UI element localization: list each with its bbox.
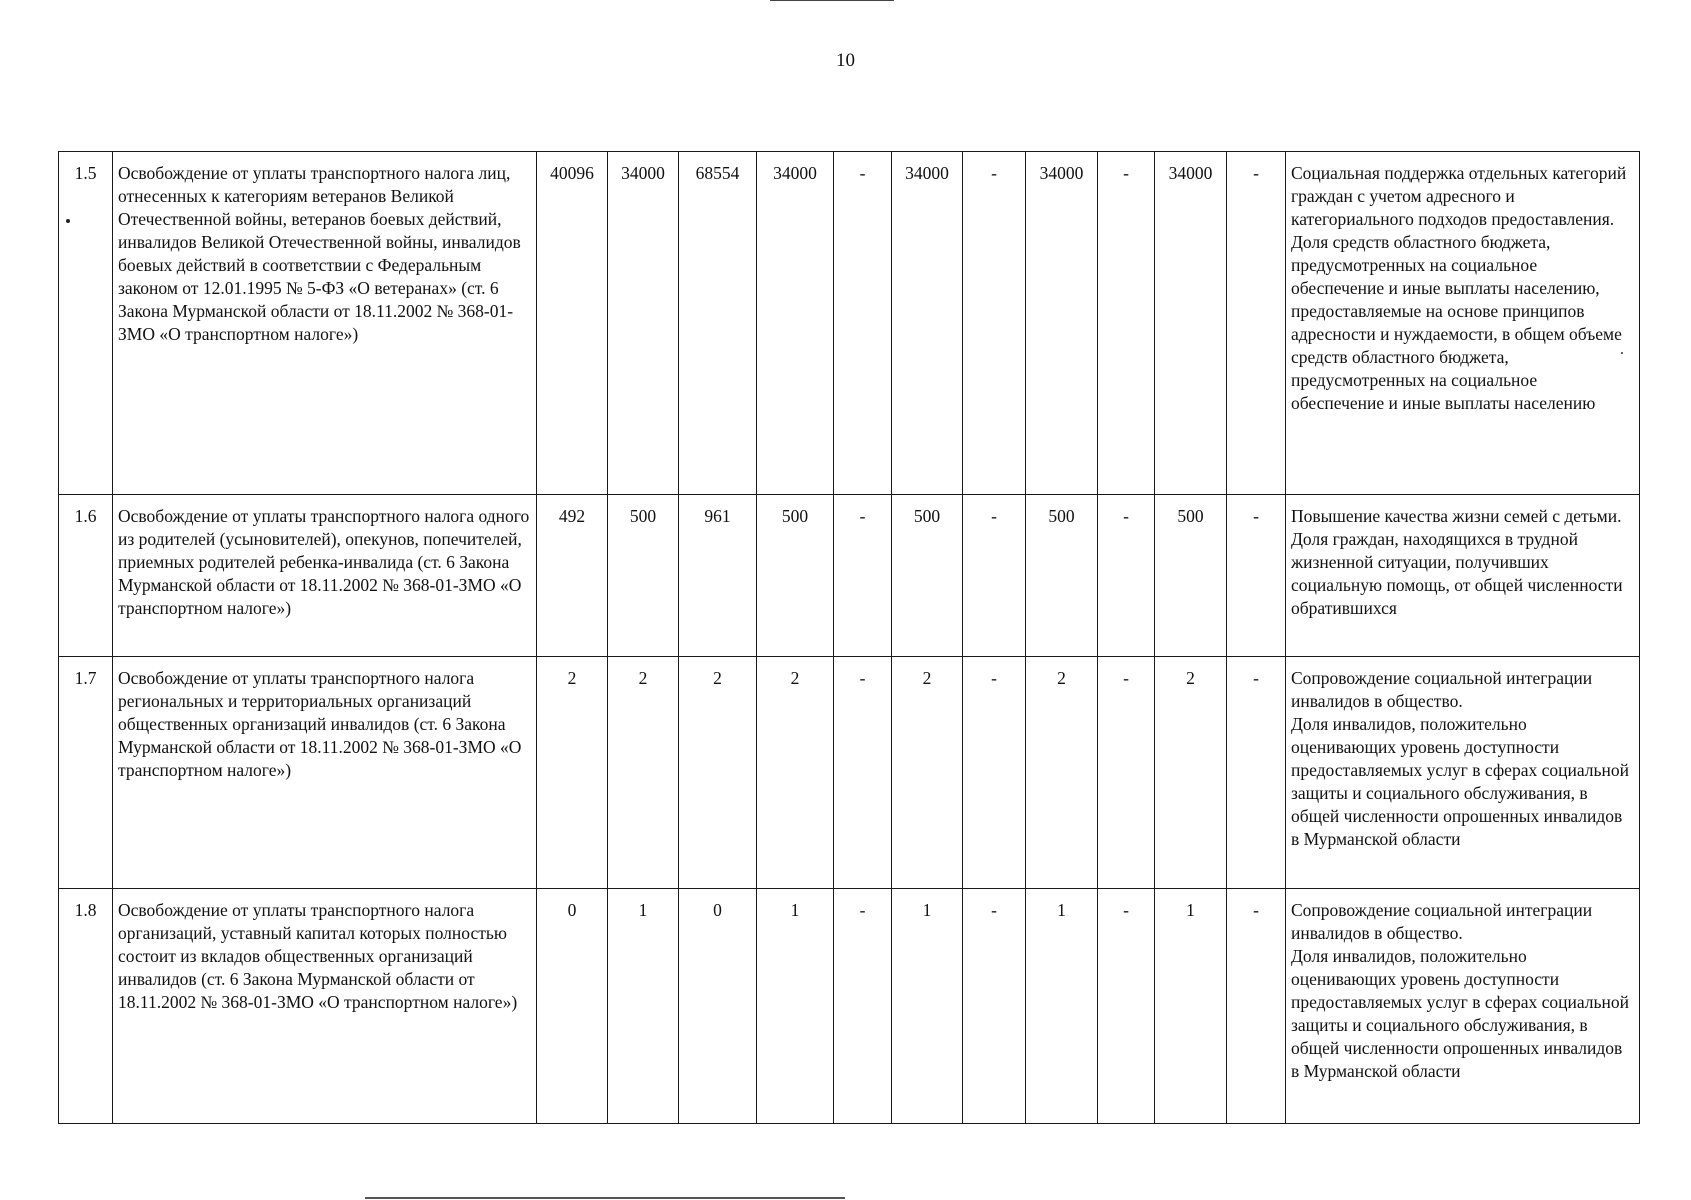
row-number: 1.7 — [59, 657, 113, 889]
scan-speck — [1621, 352, 1623, 354]
row-number: 1.5 — [59, 152, 113, 495]
value-cell: - — [834, 152, 892, 495]
row-result: Сопровождение социальной интеграции инвалидов в общество. Доля инвалидов, положительно оценивающих уровень доступности предоставляемых услуг в сферах социальной защиты и социального обслуживания, в общей численности опрошенных инвалидов в Мурманской области — [1286, 657, 1640, 889]
value-cell: 34000 — [1026, 152, 1098, 495]
row-description: Освобождение от уплаты транспортного налога одного из родителей (усыновителей), опекунов, попечителей, приемных родителей ребенка-инвалида (ст. 6 Закона Мурманской области от 18.11.2002 № 368-01-ЗМО «О транспортном налоге») — [113, 495, 537, 657]
row-description: Освобождение от уплаты транспортного налога лиц, отнесенных к категориям ветеранов Великой Отечественной войны, ветеранов боевых действий, инвалидов Великой Отечественной войны, инвалидов боевых действий в соответствии с Федеральным законом от 12.01.1995 № 5-ФЗ «О ветеранах» (ст. 6 Закона Мурманской области от 18.11.2002 № 368-01-ЗМО «О транспортном налоге») — [113, 152, 537, 495]
value-cell: - — [1098, 889, 1155, 1124]
table-row — [59, 657, 1640, 889]
value-cell: 2 — [892, 657, 963, 889]
value-cell: 500 — [892, 495, 963, 657]
value-cell: - — [1227, 152, 1286, 495]
value-cell: 1 — [1026, 889, 1098, 1124]
value-cell: - — [963, 152, 1026, 495]
value-cell: 2 — [608, 657, 679, 889]
value-cell: 40096 — [537, 152, 608, 495]
value-cell: 68554 — [679, 152, 757, 495]
value-cell: - — [1227, 495, 1286, 657]
value-cell: 1 — [892, 889, 963, 1124]
value-cell: 0 — [679, 889, 757, 1124]
value-cell: 500 — [757, 495, 834, 657]
row-result: Сопровождение социальной интеграции инвалидов в общество. Доля инвалидов, положительно оценивающих уровень доступности предоставляемых услуг в сферах социальной защиты и социального обслуживания, в общей численности опрошенных инвалидов в Мурманской области — [1286, 889, 1640, 1124]
value-cell: - — [834, 495, 892, 657]
benefits-table — [58, 151, 1640, 1124]
value-cell: 34000 — [892, 152, 963, 495]
value-cell: 1 — [608, 889, 679, 1124]
value-cell: 500 — [1155, 495, 1227, 657]
value-cell: - — [834, 657, 892, 889]
row-result: Повышение качества жизни семей с детьми. Доля граждан, находящихся в трудной жизненной ситуации, получивших социальную помощь, от общей численности обратившихся — [1286, 495, 1640, 657]
row-number: 1.8 — [59, 889, 113, 1124]
value-cell: - — [963, 657, 1026, 889]
value-cell: 34000 — [757, 152, 834, 495]
page-number: 10 — [836, 50, 855, 71]
value-cell: - — [1227, 657, 1286, 889]
table-row — [59, 889, 1640, 1124]
top-scan-mark — [770, 0, 894, 1]
value-cell: 1 — [757, 889, 834, 1124]
value-cell: 2 — [679, 657, 757, 889]
value-cell: - — [834, 889, 892, 1124]
value-cell: - — [963, 889, 1026, 1124]
value-cell: 961 — [679, 495, 757, 657]
value-cell: 500 — [1026, 495, 1098, 657]
table-row — [59, 495, 1640, 657]
bottom-scan-mark — [365, 1197, 845, 1199]
value-cell: - — [1098, 152, 1155, 495]
value-cell: 1 — [1155, 889, 1227, 1124]
value-cell: 2 — [1155, 657, 1227, 889]
value-cell: 0 — [537, 889, 608, 1124]
value-cell: - — [963, 495, 1026, 657]
value-cell: 2 — [757, 657, 834, 889]
value-cell: 34000 — [1155, 152, 1227, 495]
scan-speck — [66, 219, 70, 223]
value-cell: - — [1098, 495, 1155, 657]
value-cell: 34000 — [608, 152, 679, 495]
row-description: Освобождение от уплаты транспортного налога организаций, уставный капитал которых полностью состоит из вкладов общественных организаций инвалидов (ст. 6 Закона Мурманской области от 18.11.2002 № 368-01-ЗМО «О транспортном налоге») — [113, 889, 537, 1124]
row-description: Освобождение от уплаты транспортного налога региональных и территориальных организаций общественных организаций инвалидов (ст. 6 Закона Мурманской области от 18.11.2002 № 368-01-ЗМО «О транспортном налоге») — [113, 657, 537, 889]
value-cell: - — [1227, 889, 1286, 1124]
value-cell: 2 — [537, 657, 608, 889]
row-result: Социальная поддержка отдельных категорий граждан с учетом адресного и категориального подходов предоставления. Доля средств областного бюджета, предусмотренных на социальное обеспечение и иные выплаты населению, предоставляемые на основе принципов адресности и нуждаемости, в общем объеме средств областного бюджета, предусмотренных на социальное обеспечение и иные выплаты населению — [1286, 152, 1640, 495]
value-cell: 500 — [608, 495, 679, 657]
value-cell: 492 — [537, 495, 608, 657]
value-cell: 2 — [1026, 657, 1098, 889]
table-row — [59, 152, 1640, 495]
row-number: 1.6 — [59, 495, 113, 657]
value-cell: - — [1098, 657, 1155, 889]
